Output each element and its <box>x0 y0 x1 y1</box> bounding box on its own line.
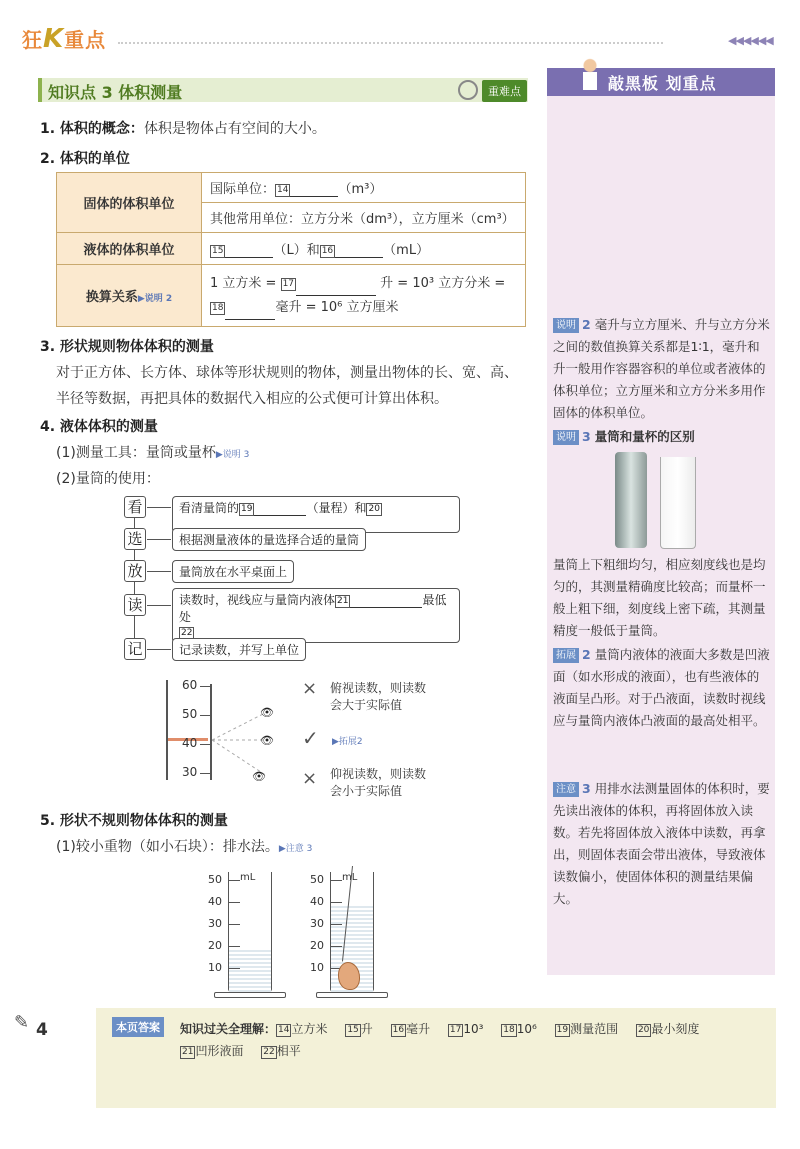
answer-number: 21 <box>182 1047 194 1057</box>
flow-step-text: （量程）和 <box>306 501 367 515</box>
tick-mark <box>200 773 210 774</box>
liquid-unit-cell <box>202 233 526 265</box>
flow-step-text: 看清量筒的 <box>179 501 240 515</box>
flow-step-key: 读 <box>124 594 146 616</box>
answer-text: 毫升 <box>406 1022 431 1036</box>
cylinder-tick-label: 50 <box>208 873 222 886</box>
unit-table <box>56 172 526 327</box>
answer-item <box>391 1022 430 1036</box>
liquid-tool-text: (1)测量工具：量筒或量杯 <box>56 445 216 461</box>
cylinder-tick <box>330 902 342 903</box>
blank-number: 14 <box>277 185 289 195</box>
tick-mark <box>200 686 210 687</box>
concept-paragraph <box>40 116 326 142</box>
concept-text: 体积是物体占有空间的大小。 <box>143 121 326 137</box>
note-title: 量筒和量杯的区别 <box>594 429 695 444</box>
solid-other-cell: 其他常用单位：立方分米（dm³），立方厘米（cm³） <box>202 203 526 233</box>
tick-label: 50 <box>182 707 198 721</box>
side-note-3-text: 量筒上下粗细均匀，相应刻度线也是均匀的，其测量精确度比较高；而量杯一般上粗下细，刻度线上密下疏，其测量精度一般低于量筒。 <box>553 557 766 638</box>
brand-k: K <box>43 24 65 54</box>
answer-item <box>345 1022 372 1036</box>
blank-number: 17 <box>282 278 295 289</box>
cylinder-tick <box>228 946 240 947</box>
conv-l2-post: 毫升 = 10⁶ 立方厘米 <box>275 299 399 315</box>
flow-step-key: 记 <box>124 638 146 660</box>
flow-step-key: 选 <box>124 528 146 550</box>
teacher-icon <box>575 58 605 92</box>
note-badge: 说明 <box>553 430 579 445</box>
note-text: 毫升与立方厘米、升与立方分米之间的数值换算关系都是1∶1，毫升和升一般用作容器容积的单位或者液体的体积单位；立方厘米和立方分米多用作固体的体积单位。 <box>553 317 770 420</box>
wrong-mark: × <box>302 678 318 699</box>
cylinder-unit: mL <box>342 872 358 883</box>
note-number: 3 <box>582 781 591 796</box>
magnifier-icon <box>458 80 478 100</box>
answer-list <box>180 1018 770 1062</box>
answer-text: 10⁶ <box>516 1022 537 1036</box>
cylinder-tick-label: 50 <box>310 873 324 886</box>
answer-blank <box>225 257 273 258</box>
eye-icon: 👁 <box>260 706 274 719</box>
answer-tag: 本页答案 <box>112 1017 164 1037</box>
cylinder-tick-label: 40 <box>310 895 324 908</box>
irregular-title: 5. 形状不规则物体体积的测量 <box>40 813 228 829</box>
flow-step-box <box>172 528 366 551</box>
cylinder-tick <box>330 924 342 925</box>
conversion-line-2 <box>210 296 517 320</box>
answer-blank <box>335 257 383 258</box>
conv-l1-mid: 升 = 10³ 立方分米 = <box>380 275 506 291</box>
tick-mark <box>200 715 210 716</box>
answer-text: 相平 <box>276 1044 301 1058</box>
side-note-2 <box>553 314 771 424</box>
conv-l1-pre: 1 立方米 = <box>210 275 277 291</box>
flow-arrow <box>147 605 171 606</box>
answer-item <box>636 1022 699 1036</box>
tick-label: 30 <box>182 765 198 779</box>
regular-title: 3. 形状规则物体体积的测量 <box>40 339 214 355</box>
liquid-use: (2)量筒的使用： <box>56 471 160 487</box>
answer-blank <box>350 607 422 608</box>
flow-step-key: 看 <box>124 496 146 518</box>
blank-number: 18 <box>212 302 224 313</box>
side-panel-title: 敲黑板 划重点 <box>608 74 717 93</box>
note-number: 3 <box>582 429 591 444</box>
page-number: 4 <box>36 1020 48 1040</box>
conversion-note: ▶说明 2 <box>137 294 173 304</box>
difficulty-tag: 重难点 <box>482 80 527 102</box>
stone <box>338 962 360 990</box>
brand-post: 重点 <box>64 28 107 52</box>
cylinder-tick-label: 40 <box>208 895 222 908</box>
solid-si-cell <box>202 173 526 203</box>
answer-number: 14 <box>278 1025 290 1035</box>
answer-number: 22 <box>263 1047 275 1057</box>
answer-item <box>261 1044 300 1058</box>
blank-number: 16 <box>321 246 334 256</box>
water <box>229 950 271 992</box>
flow-arrow <box>147 649 171 650</box>
liquid-unit2: （mL） <box>383 243 430 258</box>
tick-label: 40 <box>182 736 198 750</box>
liquid-unit1: （L）和 <box>273 243 320 258</box>
tools-icon: ✎ <box>14 1012 30 1033</box>
flow-step-box <box>172 588 460 643</box>
flow-arrow <box>147 539 171 540</box>
answer-blank <box>290 196 338 197</box>
flow-step-box <box>172 638 306 661</box>
cylinder-base <box>214 992 286 998</box>
tick-mark <box>200 744 210 745</box>
flow-step-box <box>172 560 294 583</box>
cylinder-tick <box>330 946 342 947</box>
answer-item <box>448 1022 484 1036</box>
brand-logo <box>22 24 106 54</box>
answer-number: 20 <box>637 1025 650 1035</box>
blank-number: 19 <box>241 504 253 514</box>
cylinder-unit: mL <box>240 872 256 883</box>
flow-arrow <box>147 571 171 572</box>
cylinder-tick-label: 20 <box>208 939 222 952</box>
cylinder-tick <box>330 880 342 881</box>
cylinder-tick-label: 10 <box>208 961 222 974</box>
irregular-item1-text: (1)较小重物（如小石块）：排水法。 <box>56 839 279 855</box>
irregular-item1 <box>56 834 312 862</box>
cylinder-tick <box>228 902 240 903</box>
section-title: 知识点 3 体积测量 <box>48 83 183 102</box>
solid-si-pre: 国际单位： <box>210 182 276 197</box>
eye-icon: 👁 <box>260 734 274 747</box>
extension-note: ▶拓展2 <box>332 737 363 747</box>
note-badge: 说明 <box>553 318 579 333</box>
conversion-label <box>57 265 202 327</box>
answer-item <box>180 1044 243 1058</box>
answer-blank <box>225 319 275 320</box>
answer-text: 凹形液面 <box>195 1044 244 1058</box>
answer-text: 10³ <box>463 1022 484 1036</box>
cylinder-tick <box>228 924 240 925</box>
answer-number: 19 <box>556 1025 569 1035</box>
note-number: 2 <box>582 647 591 662</box>
cylinder-tick <box>228 880 240 881</box>
answer-text: 测量范围 <box>570 1022 619 1036</box>
flow-step-text: 最低处 <box>179 593 447 624</box>
liquid-title: 4. 液体体积的测量 <box>40 419 158 435</box>
blank-number: 20 <box>368 504 380 514</box>
liquid-unit-label: 液体的体积单位 <box>57 233 202 265</box>
note-text: 用排水法测量固体的体积时，要先读出液体的体积，再将固体放入读数。若先将固体放入液体中读数，再拿出，则固体表面会带出液体，导致液体读数偏小，使固体体积的测量结果偏大。 <box>553 781 770 906</box>
conversion-line-1 <box>210 272 517 296</box>
answer-label: 知识过关全理解： <box>180 1022 277 1036</box>
units-title: 2. 体积的单位 <box>40 151 130 167</box>
side-note-3 <box>553 426 771 448</box>
note-badge: 注意 <box>553 782 579 797</box>
brand-pre: 狂 <box>22 28 43 52</box>
answer-number: 17 <box>449 1025 462 1035</box>
eye-icon: 👁 <box>252 770 266 783</box>
liquid-tool-note: ▶说明 3 <box>215 450 250 460</box>
solid-si-unit: （m³） <box>338 182 383 197</box>
flow-step-text: 记录读数，并写上单位 <box>179 643 300 657</box>
cylinder-tick-label: 30 <box>208 917 222 930</box>
cylinder-tick <box>228 968 240 969</box>
note-text: 量筒内液体的液面大多数是凹液面（如水形成的液面），也有些液体的液面呈凸形。对于凸液面，读数时视线应与量筒内液体凸液面的最高处相平。 <box>553 647 770 728</box>
header-arrows-icon: ◀◀◀◀◀◀ <box>728 34 773 47</box>
flow-step-text: 量筒放在水平桌面上 <box>179 565 288 579</box>
cylinder-base <box>316 992 388 998</box>
answer-blank <box>254 515 306 516</box>
wrong-mark: × <box>302 768 318 789</box>
side-ext-2 <box>553 644 771 732</box>
flow-arrow <box>147 507 171 508</box>
answer-text: 升 <box>360 1022 373 1036</box>
solid-unit-label: 固体的体积单位 <box>57 173 202 233</box>
conversion-cell <box>202 265 526 327</box>
blank-number: 22 <box>181 628 193 638</box>
bottom-view-text: 仰视读数，则读数会小于实际值 <box>330 767 427 798</box>
concept-title: 1. 体积的概念： <box>40 121 144 137</box>
answer-item <box>276 1022 327 1036</box>
side-att-3 <box>553 778 771 910</box>
top-view-text: 俯视读数，则读数会大于实际值 <box>330 681 427 712</box>
cylinder-photo <box>615 452 647 548</box>
answer-number: 18 <box>503 1025 515 1035</box>
blank-number: 21 <box>337 596 349 606</box>
cylinder-tick-label: 10 <box>310 961 324 974</box>
blank-number: 15 <box>212 246 224 256</box>
flow-step-text: 根据测量液体的量选择合适的量筒 <box>179 533 360 547</box>
regular-text: 对于正方体、长方体、球体等形状规则的物体，测量出物体的长、宽、高、半径等数据，再把具体的数据代入相应的公式便可计算出体积。 <box>56 365 518 407</box>
cylinder-tick-label: 20 <box>310 939 324 952</box>
answer-text: 最小刻度 <box>651 1022 700 1036</box>
answer-item <box>555 1022 618 1036</box>
answer-number: 16 <box>392 1025 405 1035</box>
cylinder-tick-label: 30 <box>310 917 324 930</box>
flow-step-text: 读数时，视线应与量筒内液体 <box>179 593 336 607</box>
irregular-item1-note: ▶注意 3 <box>278 844 313 854</box>
answer-number: 15 <box>347 1025 359 1035</box>
flow-step-key: 放 <box>124 560 146 582</box>
note-number: 2 <box>582 317 591 332</box>
tick-label: 60 <box>182 678 198 692</box>
right-mark: ✓ <box>302 726 319 750</box>
beaker-photo <box>660 457 696 549</box>
conversion-label-text: 换算关系 <box>85 290 138 305</box>
note-badge: 拓展 <box>553 648 579 663</box>
liquid-tool <box>56 440 249 468</box>
cylinder-wall <box>166 680 168 780</box>
header-divider <box>118 42 663 44</box>
answer-text: 立方米 <box>291 1022 328 1036</box>
answer-item <box>501 1022 537 1036</box>
